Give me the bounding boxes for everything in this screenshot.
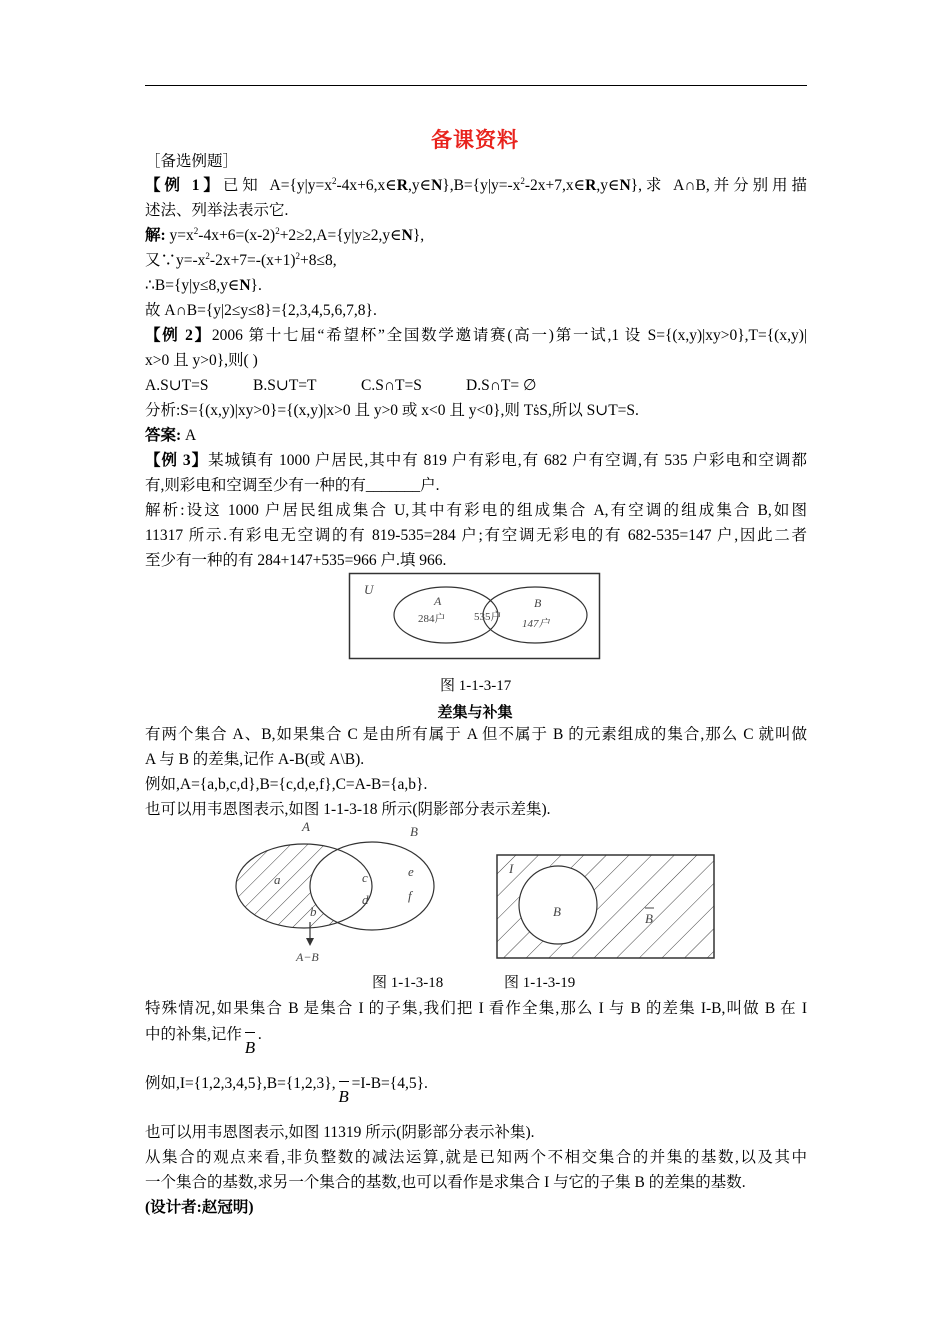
example-3-line-1: 【例 3】某城镇有 1000 户居民,其中有 819 户有彩电,有 682 户有空调,有 535 户彩电和空调都 <box>145 452 807 469</box>
venn-diagram-18 <box>232 818 496 966</box>
b-only-count: 147户 <box>522 618 550 630</box>
example-3-line-3: 解析:设这 1000 户居民组成集合 U,其中有彩电的组成集合 A,有空调的组成集合 B,如图 <box>145 502 807 519</box>
universal-set-label: I <box>509 861 514 876</box>
option-c: C.S∩T=S <box>361 377 422 394</box>
arrow-head <box>306 938 314 946</box>
figure-18-caption: 图 1-1-3-18 <box>372 975 444 991</box>
page-title: 备课资料 <box>431 128 519 152</box>
element-b: b <box>310 904 317 919</box>
b-complement-symbol: B <box>242 1036 258 1060</box>
set-b-label: B <box>553 904 561 919</box>
option-a: A.S∪T=S <box>145 377 209 394</box>
complement-def-line-2: 中的补集,记作B. <box>145 1022 807 1047</box>
header-rule <box>145 85 807 86</box>
element-d: d <box>362 892 369 907</box>
figure-19-caption: 图 1-1-3-19 <box>504 975 576 991</box>
difference-def-line-1: 有两个集合 A、B,如果集合 C 是由所有属于 A 但不属于 B 的元素组成的集合,那么 C 就叫做 <box>145 726 807 743</box>
example-3-line-4: 11317 所示.有彩电无空调的有 819-535=284 户;有空调无彩电的有 682-535=147 户,因此二者 <box>145 527 807 544</box>
a-only-count: 284户 <box>418 613 446 625</box>
option-d: D.S∩T= ∅ <box>466 377 537 394</box>
summary-line-2: 一个集合的基数,求另一个集合的基数,也可以看作是求集合 I 与它的子集 B 的差集的基数. <box>145 1174 746 1191</box>
example-1-solution-4: 故 A∩B={y|2≤y≤8}={2,3,4,5,6,7,8}. <box>145 302 377 319</box>
option-b: B.S∪T=T <box>253 377 317 394</box>
venn-diagram-17 <box>348 572 601 660</box>
designer-credit: (设计者:赵冠明) <box>145 1199 254 1216</box>
example-1-solution-2: 又$\because y=-x^2-2x+7=-(x+1)^2+8\le 8$, <box>145 251 337 269</box>
set-a-label: A <box>302 819 310 834</box>
example-1-solution-1: 解: $y=x^2-4x+6=(x-2)^2+2\ge 2,A=\{y|y\ge 2,y\in N\}$, <box>145 226 425 244</box>
difference-venn-note: 也可以用韦恩图表示,如图 1-1-3-18 所示(阴影部分表示差集). <box>145 801 551 818</box>
figure-17-caption: 图 1-1-3-17 <box>440 678 512 694</box>
example-2-analysis: 分析:S={(x,y)|xy>0}={(x,y)|x>0 且 y>0 或 x<0 且 y<0},则 TṡS,所以 S∪T=S. <box>145 402 639 419</box>
set-a-label: A <box>434 594 442 608</box>
example-3-line-2: 有,则彩电和空调至少有一种的有_______户. <box>145 477 440 494</box>
example-1-solution-3: ∴B={y|y≤8,y∈N}. <box>145 277 262 294</box>
universal-set-label: U <box>364 582 374 597</box>
element-e: e <box>408 864 414 879</box>
example-3-line-5: 至少有一种的有 284+147+535=966 户.填 966. <box>145 552 447 569</box>
example-2-line-2: x>0 且 y>0},则( ) <box>145 352 258 369</box>
set-b-label: B <box>534 596 542 610</box>
complement-example: 例如,I={1,2,3,4,5},B={1,2,3},B=I-B={4,5}. <box>145 1071 807 1096</box>
section-label: ［备选例题］ <box>145 153 239 170</box>
set-b-label: B <box>410 824 418 839</box>
complement-def-line-1: 特殊情况,如果集合 B 是集合 I 的子集,我们把 I 看作全集,那么 I 与 B 的差集 I-B,叫做 B 在 I <box>145 1000 807 1017</box>
complement-venn-note: 也可以用韦恩图表示,如图 11319 所示(阴影部分表示补集). <box>145 1124 535 1141</box>
example-1-line-2: 述法、列举法表示它. <box>145 202 289 219</box>
example-2-answer: 答案: A <box>145 427 197 444</box>
example-2-line-1: 【例 2】2006 第十七届“希望杯”全国数学邀请赛(高一)第一试,1 设 S={(x,y)|xy>0},T={(x,y)| <box>145 327 807 344</box>
element-f: f <box>408 888 412 903</box>
section-heading: 差集与补集 <box>437 705 513 721</box>
difference-example: 例如,A={a,b,c,d},B={c,d,e,f},C=A-B={a,b}. <box>145 776 428 793</box>
summary-line-1: 从集合的观点来看,非负整数的减法运算,就是已知两个不相交集合的并集的基数,以及其中 <box>145 1149 807 1166</box>
intersection-count: 535户 <box>474 611 502 623</box>
element-a: a <box>274 872 281 887</box>
venn-diagram-19 <box>495 853 717 961</box>
element-c: c <box>362 870 368 885</box>
example-1-line-1: 【例 1】已知 $A=\{y|y=x^2-4x+6,x\in R,y\in N\},B=\{y|y=-x^2-2x+7,x\in R,y\in N\}$,求 A∩B,并分别用描 <box>145 176 807 194</box>
difference-label: A−B <box>296 950 319 964</box>
difference-def-line-2: A 与 B 的差集,记作 A-B(或 A\B). <box>145 751 365 768</box>
b-complement-symbol: B <box>336 1085 352 1109</box>
complement-label: B <box>645 911 653 926</box>
